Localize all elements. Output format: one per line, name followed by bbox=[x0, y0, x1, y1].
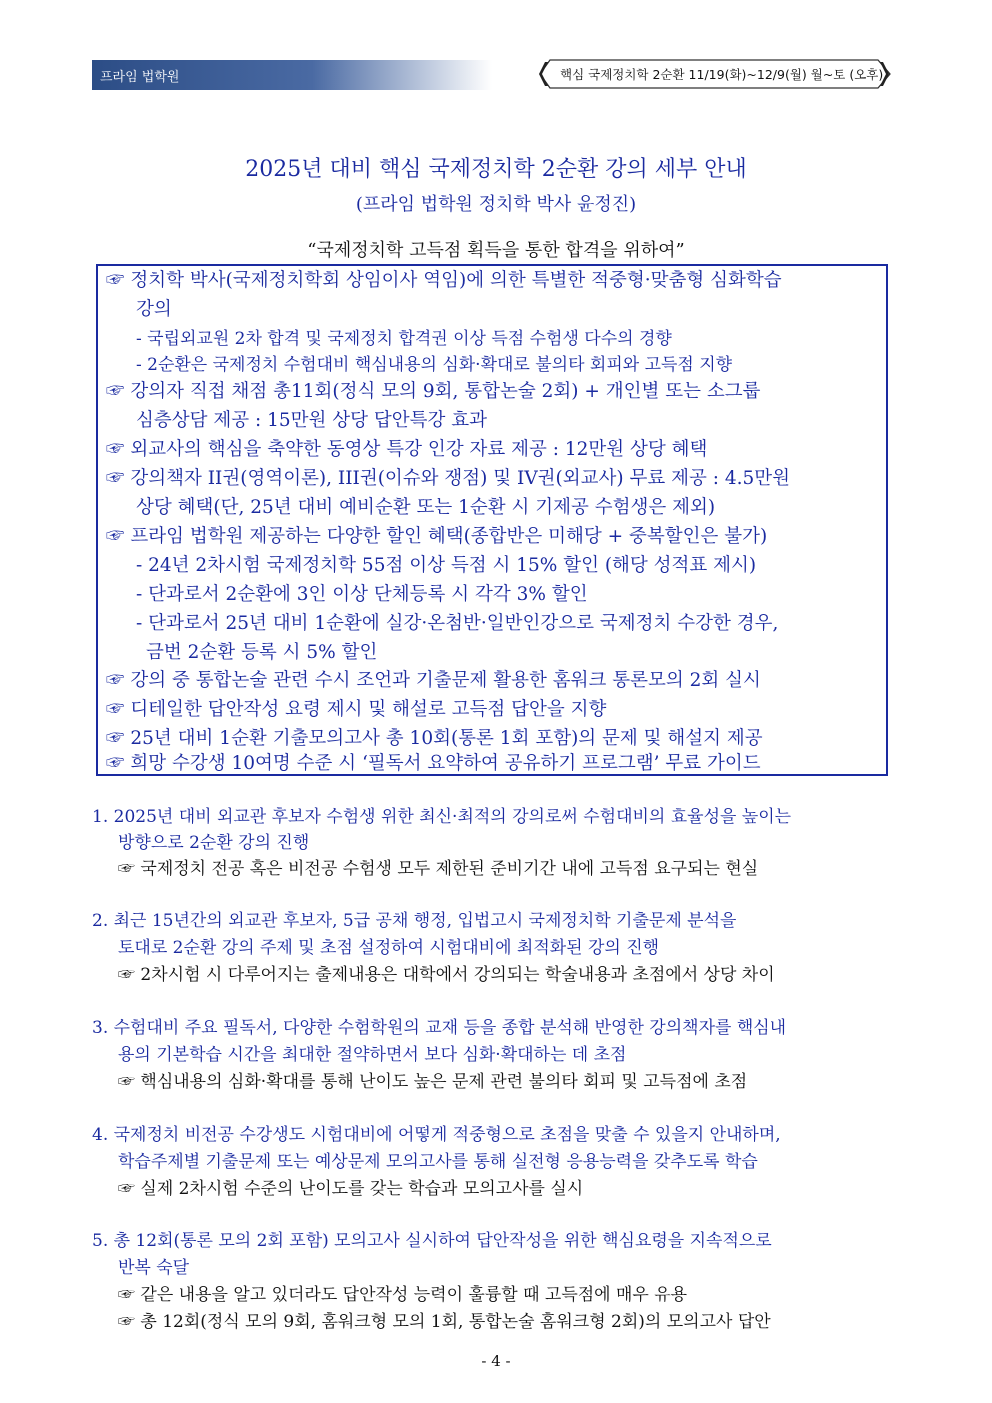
point-4-line-2: 학습주제별 기출문제 또는 예상문제 모의고사를 통해 실전형 응용능력을 갖추도록 학습 bbox=[118, 1152, 758, 1172]
benefit-line: 심층상담 제공 : 15만원 상당 답안특강 효과 bbox=[136, 410, 487, 431]
page-number: - 4 - bbox=[481, 1352, 511, 1370]
page-title: 2025년 대비 핵심 국제정치학 2순환 강의 세부 안내 bbox=[245, 157, 747, 182]
point-1-line-2: 방향으로 2순환 강의 진행 bbox=[118, 833, 310, 853]
benefit-subline: - 2순환은 국제정치 수험대비 핵심내용의 심화·확대로 불의타 회피와 고득점 지향 bbox=[136, 355, 733, 375]
point-2-line-2: 토대로 2순환 강의 주제 및 초점 설정하여 시험대비에 최적화된 강의 진행 bbox=[118, 938, 660, 958]
point-2-line-1: 2. 최근 15년간의 외교관 후보자, 5급 공채 행정, 입법고시 국제정치학 기출문제 분석을 bbox=[92, 911, 737, 931]
point-5-line-1: 5. 총 12회(통론 모의 2회 포함) 모의고사 실시하여 답안작성을 위한 핵심요령을 지속적으로 bbox=[92, 1231, 772, 1251]
point-3-line-1: 3. 수험대비 주요 필독서, 다양한 수험학원의 교재 등을 종합 분석해 반영한 강의책자를 핵심내 bbox=[92, 1018, 787, 1038]
benefit-line: ☞ 강의 중 통합논술 관련 수시 조언과 기출문제 활용한 홈워크 통론모의 2회 실시 bbox=[106, 670, 761, 691]
benefit-line: ☞ 디테일한 답안작성 요령 제시 및 해설로 고득점 답안을 지향 bbox=[106, 699, 607, 720]
point-5-note-1: ☞ 같은 내용을 알고 있더라도 답안작성 능력이 훌륭할 때 고득점에 매우 유용 bbox=[118, 1285, 688, 1305]
benefit-subline: - 24년 2차시험 국제정치학 55점 이상 득점 시 15% 할인 (해당 성적표 제시) bbox=[136, 555, 757, 576]
course-tag-label: 핵심 국제정치학 2순환 11/19(화)~12/9(월) 월~토 (오후) bbox=[560, 67, 884, 82]
benefit-line: ☞ 희망 수강생 10여명 수준 시 ‘필독서 요약하여 공유하기 프로그램’ 무료 가이드 bbox=[106, 753, 761, 774]
benefit-line: 상당 혜택(단, 25년 대비 예비순환 또는 1순환 시 기제공 수험생은 제외) bbox=[136, 497, 716, 518]
header-brand-label: 프라임 법학원 bbox=[100, 70, 180, 85]
slogan-quote: “국제정치학 고득점 획득을 통한 합격을 위하여” bbox=[307, 240, 685, 261]
benefit-line: ☞ 외교사의 핵심을 축약한 동영상 특강 인강 자료 제공 : 12만원 상당 혜택 bbox=[106, 439, 708, 460]
benefit-line: ☞ 25년 대비 1순환 기출모의고사 총 10회(통론 1회 포함)의 문제 및 해설지 제공 bbox=[106, 728, 763, 749]
point-3-note: ☞ 핵심내용의 심화·확대를 통해 난이도 높은 문제 관련 불의타 회피 및 고득점에 초점 bbox=[118, 1072, 748, 1092]
benefit-subline: - 단과로서 2순환에 3인 이상 단체등록 시 각각 3% 할인 bbox=[136, 584, 588, 605]
benefit-line: 강의 bbox=[136, 299, 172, 320]
benefit-subline: - 단과로서 25년 대비 1순환에 실강·온첨반·일반인강으로 국제정치 수강한 경우, bbox=[136, 613, 779, 634]
point-5-note-2: ☞ 총 12회(정식 모의 9회, 홈워크형 모의 1회, 통합논술 홈워크형 2회)의 모의고사 답안 bbox=[118, 1312, 771, 1332]
point-5-line-2: 반복 숙달 bbox=[118, 1258, 190, 1278]
benefit-line: ☞ 정치학 박사(국제정치학회 상임이사 역임)에 의한 특별한 적중형·맞춤형 심화학습 bbox=[106, 270, 782, 291]
header-course-tag bbox=[538, 58, 892, 90]
point-1-note: ☞ 국제정치 전공 혹은 비전공 수험생 모두 제한된 준비기간 내에 고득점 요구되는 현실 bbox=[118, 859, 759, 879]
benefit-subline: 금번 2순환 등록 시 5% 할인 bbox=[146, 642, 378, 663]
point-4-line-1: 4. 국제정치 비전공 수강생도 시험대비에 어떻게 적중형으로 초점을 맞출 수 있을지 안내하며, bbox=[92, 1125, 781, 1145]
benefit-line: ☞ 강의책자 II권(영역이론), III권(이슈와 쟁점) 및 IV권(외교사) 무료 제공 : 4.5만원 bbox=[106, 468, 791, 489]
benefit-line: ☞ 강의자 직접 채점 총11회(정식 모의 9회, 통합논술 2회) + 개인별 또는 소그룹 bbox=[106, 381, 761, 402]
benefits-box bbox=[96, 264, 888, 776]
benefit-line: ☞ 프라임 법학원 제공하는 다양한 할인 혜택(종합반은 미해당 + 중복할인은 불가) bbox=[106, 526, 768, 547]
point-2-note: ☞ 2차시험 시 다루어지는 출제내용은 대학에서 강의되는 학술내용과 초점에서 상당 차이 bbox=[118, 965, 775, 985]
header-brand-bar bbox=[92, 60, 492, 90]
point-1-line-1: 1. 2025년 대비 외교관 후보자 수험생 위한 최신·최적의 강의로써 수험대비의 효율성을 높이는 bbox=[92, 807, 792, 827]
page-subtitle: (프라임 법학원 정치학 박사 윤정진) bbox=[355, 194, 637, 215]
benefit-subline: - 국립외교원 2차 합격 및 국제정치 합격권 이상 득점 수험생 다수의 경향 bbox=[136, 329, 672, 349]
point-4-note: ☞ 실제 2차시험 수준의 난이도를 갖는 학습과 모의고사를 실시 bbox=[118, 1179, 584, 1199]
point-3-line-2: 용의 기본학습 시간을 최대한 절약하면서 보다 심화·확대하는 데 초점 bbox=[118, 1045, 627, 1065]
